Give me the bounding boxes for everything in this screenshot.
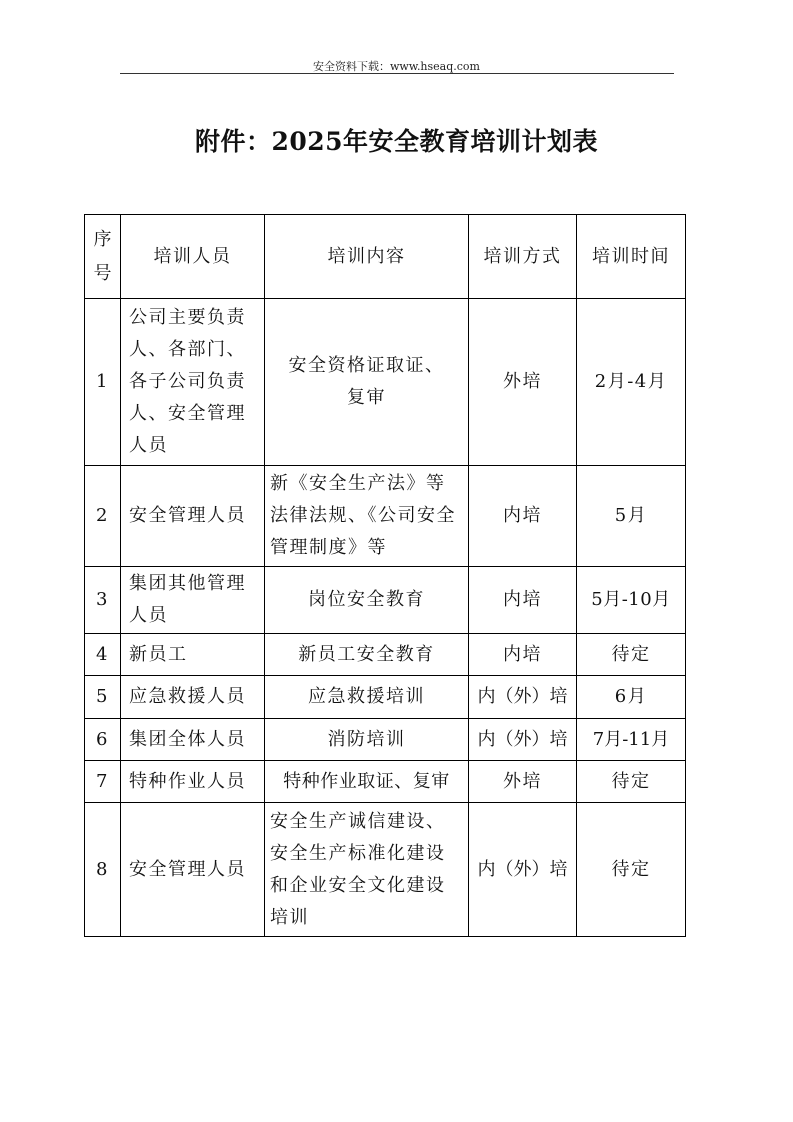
table-row <box>85 634 686 676</box>
time-cell: 待定 <box>577 803 686 937</box>
time-cell: 5月-10月 <box>577 567 686 634</box>
content-cell: 新《安全生产法》等法律法规、《公司安全管理制度》等 <box>265 466 469 567</box>
row-number: 1 <box>85 299 121 466</box>
document-title: 附件：2025年安全教育培训计划表 <box>194 127 599 156</box>
method-cell: 内培 <box>469 567 577 634</box>
method-cell: 外培 <box>469 299 577 466</box>
table-row <box>85 719 686 761</box>
method-cell: 内培 <box>469 466 577 567</box>
time-cell: 7月-11月 <box>577 719 686 761</box>
content-cell: 消防培训 <box>265 719 469 761</box>
time-cell: 6月 <box>577 676 686 719</box>
time-cell: 2月-4月 <box>577 299 686 466</box>
row-number: 3 <box>85 567 121 634</box>
row-number: 4 <box>85 634 121 676</box>
trainee-cell: 应急救援人员 <box>121 676 265 719</box>
column-header-no-line1: 序 <box>93 228 112 250</box>
trainee-cell: 公司主要负责人、各部门、各子公司负责人、安全管理人员 <box>121 299 265 466</box>
column-header-no-line2: 号 <box>93 262 112 284</box>
training-plan-table <box>84 214 686 937</box>
time-cell: 待定 <box>577 761 686 803</box>
table-row <box>85 761 686 803</box>
column-header-no <box>85 215 121 299</box>
row-number: 5 <box>85 676 121 719</box>
table-row <box>85 299 686 466</box>
trainee-cell: 集团全体人员 <box>121 719 265 761</box>
method-cell: 内培 <box>469 634 577 676</box>
trainee-cell: 安全管理人员 <box>121 803 265 937</box>
content-cell: 安全资格证取证、复审 <box>265 299 469 466</box>
content-cell: 应急救援培训 <box>265 676 469 719</box>
table-row <box>85 567 686 634</box>
table-row <box>85 466 686 567</box>
time-cell: 待定 <box>577 634 686 676</box>
method-cell: 内（外）培 <box>469 803 577 937</box>
time-cell: 5月 <box>577 466 686 567</box>
content-cell: 岗位安全教育 <box>265 567 469 634</box>
table-row <box>85 803 686 937</box>
trainee-cell: 特种作业人员 <box>121 761 265 803</box>
trainee-cell: 新员工 <box>121 634 265 676</box>
header-divider <box>120 73 674 74</box>
column-header-people: 培训人员 <box>121 215 265 299</box>
content-cell: 新员工安全教育 <box>265 634 469 676</box>
table-header-row <box>85 215 686 299</box>
row-number: 2 <box>85 466 121 567</box>
method-cell: 外培 <box>469 761 577 803</box>
row-number: 7 <box>85 761 121 803</box>
column-header-time: 培训时间 <box>577 215 686 299</box>
method-cell: 内（外）培 <box>469 676 577 719</box>
page-header-text: 安全资料下载：www.hseaq.com <box>313 60 480 73</box>
row-number: 8 <box>85 803 121 937</box>
trainee-cell: 安全管理人员 <box>121 466 265 567</box>
method-cell: 内（外）培 <box>469 719 577 761</box>
column-header-content: 培训内容 <box>265 215 469 299</box>
content-cell: 特种作业取证、复审 <box>265 761 469 803</box>
column-header-method: 培训方式 <box>469 215 577 299</box>
content-cell: 安全生产诚信建设、安全生产标准化建设和企业安全文化建设培训 <box>265 803 469 937</box>
trainee-cell: 集团其他管理人员 <box>121 567 265 634</box>
row-number: 6 <box>85 719 121 761</box>
table-row <box>85 676 686 719</box>
